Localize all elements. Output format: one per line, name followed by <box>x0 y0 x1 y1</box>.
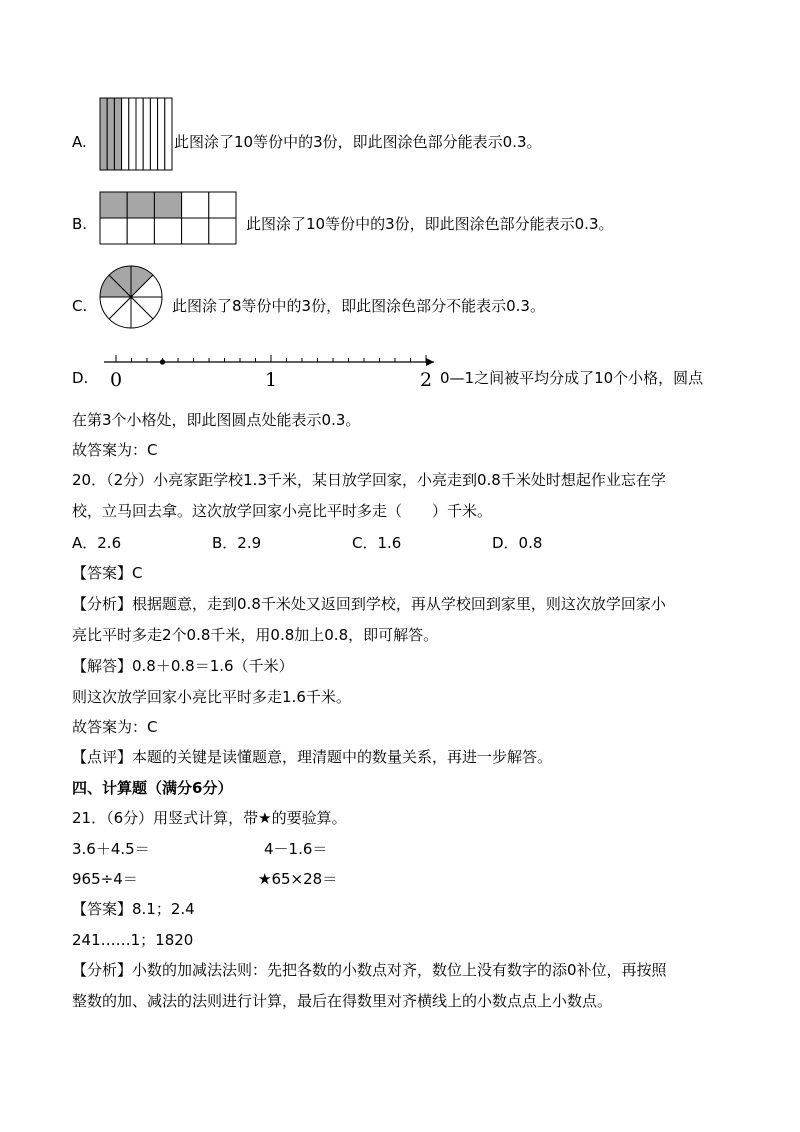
q20-choice-b: B．2.9 <box>212 534 262 552</box>
option-b-figure <box>100 192 236 244</box>
blank-cell <box>209 192 236 218</box>
q20-solution2: 则这次放学回家小亮比平时多走1.6千米。 <box>72 688 351 706</box>
q21-line1: 21．（6分）用竖式计算，带★的要验算。 <box>72 809 347 827</box>
option-b-letter: B. <box>72 215 88 233</box>
option-d-number-line <box>104 348 440 391</box>
axis-label: 2 <box>419 369 433 391</box>
shaded-strip <box>114 98 121 170</box>
q20-analysis1: 【分析】根据题意，走到0.8千米处又返回到学校，再从学校回到家里，则这次放学回家小 <box>72 595 666 613</box>
option-a-text: 此图涂了10等份中的3份，即此图涂色部分能表示0.3。 <box>174 133 542 151</box>
q20-comment: 【点评】本题的关键是读懂题意，理清题中的数量关系，再进一步解答。 <box>72 748 553 766</box>
q21-analysis1: 【分析】小数的加减法法则：先把各数的小数点对齐，数位上没有数字的添0补位，再按照 <box>72 961 667 979</box>
axis-label: 1 <box>264 369 278 391</box>
blank-cell <box>209 218 236 244</box>
blank-cell <box>182 218 209 244</box>
option-a-figure <box>100 98 172 170</box>
q20-final: 故答案为：C <box>72 718 158 736</box>
blank-cell <box>100 218 127 244</box>
q21-answer2: 241……1；1820 <box>72 931 194 949</box>
option-d-text-cont: 在第3个小格处，即此图圆点处能表示0.3。 <box>72 411 361 429</box>
shaded-strip <box>100 98 107 170</box>
q21-answer1: 【答案】8.1；2.4 <box>72 900 195 918</box>
q20-analysis2: 亮比平时多走2个0.8千米，用0.8加上0.8，即可解答。 <box>72 626 439 644</box>
q20-solution: 【解答】0.8＋0.8＝1.6（千米） <box>72 657 294 675</box>
axis-label: 0 <box>109 369 123 391</box>
section-4-heading: 四、计算题（满分6分） <box>72 779 233 797</box>
option-c-text: 此图涂了8等份中的3份，即此图涂色部分不能表示0.3。 <box>172 297 545 315</box>
q20-choice-c: C．1.6 <box>352 534 402 552</box>
shaded-strip <box>107 98 114 170</box>
option-c-figure <box>99 265 163 329</box>
q20-answer: 【答案】C <box>72 564 143 582</box>
blank-strip <box>150 98 157 170</box>
option-b-text: 此图涂了10等份中的3份，即此图涂色部分能表示0.3。 <box>246 215 614 233</box>
q21-expr3: 965÷4＝ <box>72 870 138 888</box>
shaded-cell <box>127 192 154 218</box>
option-d-letter: D. <box>72 369 89 387</box>
q21-expr1: 3.6＋4.5＝ <box>72 840 150 858</box>
q20-line1: 20．（2分）小亮家距学校1.3千米，某日放学回家，小亮走到0.8千米处时想起作业忘在学 <box>72 471 666 489</box>
q21-analysis2: 整数的加、减法的法则进行计算，最后在得数里对齐横线上的小数点点上小数点。 <box>72 992 613 1010</box>
q20-choice-a: A．2.6 <box>72 534 122 552</box>
shaded-cell <box>154 192 181 218</box>
blank-strip <box>129 98 136 170</box>
option-d-text: 0—1之间被平均分成了10个小格，圆点 <box>440 369 704 387</box>
blank-cell <box>154 218 181 244</box>
blank-strip <box>122 98 129 170</box>
blank-strip <box>143 98 150 170</box>
blank-cell <box>127 218 154 244</box>
value-dot <box>160 359 165 364</box>
option-c-letter: C. <box>72 297 88 315</box>
option-a-letter: A. <box>72 133 87 151</box>
answer-19: 故答案为：C <box>72 441 158 459</box>
blank-cell <box>182 192 209 218</box>
blank-strip <box>158 98 165 170</box>
q20-line2: 校，立马回去拿。这次放学回家小亮比平时多走（ ）千米。 <box>72 502 493 520</box>
q21-expr2: 4－1.6＝ <box>264 840 328 858</box>
blank-strip <box>136 98 143 170</box>
shaded-cell <box>100 192 127 218</box>
blank-strip <box>165 98 172 170</box>
q21-expr4: ★65×28＝ <box>258 870 338 888</box>
q20-choice-d: D．0.8 <box>492 534 543 552</box>
axis-arrow-icon <box>426 358 434 366</box>
